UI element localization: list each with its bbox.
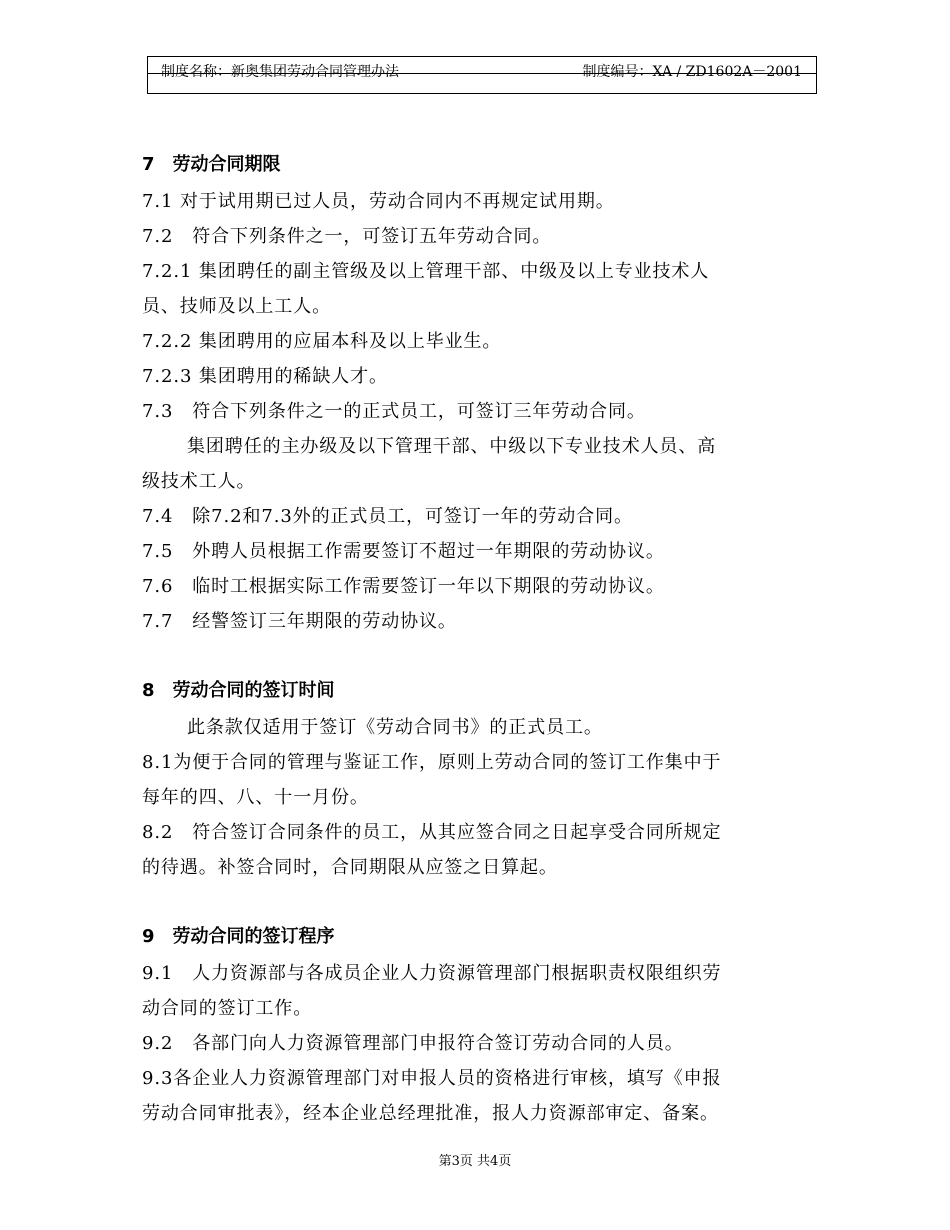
section-heading: 8 劳动合同的签订时间 (142, 680, 335, 701)
paragraph-line: 劳动合同审批表》，经本企业总经理批准，报人力资源部审定、备案。 (142, 1103, 719, 1124)
paragraph-line: 级技术工人。 (142, 471, 256, 492)
section-heading: 7 劳动合同期限 (142, 154, 281, 175)
paragraph-line: 7.2.2 集团聘用的应届本科及以上毕业生。 (142, 331, 502, 352)
paragraph-line: 员、技师及以上工人。 (142, 296, 331, 317)
paragraph-line: 8.1为便于合同的管理与鉴证工作，原则上劳动合同的签订工作集中于 (142, 752, 722, 773)
section-7-contract-term (142, 146, 814, 639)
section-8-signing-time (142, 672, 814, 885)
paragraph-line: 此条款仅适用于签订《劳动合同书》的正式员工。 (187, 717, 603, 738)
paragraph-line: 7.2.1 集团聘任的副主管级及以上管理干部、中级及以上专业技术人 (142, 261, 710, 282)
paragraph-line: 8.2 符合签订合同条件的员工，从其应签合同之日起享受合同所规定 (142, 822, 722, 843)
paragraph-line: 7.7 经警签订三年期限的劳动协议。 (142, 611, 457, 632)
section-9-signing-procedure (142, 918, 814, 1131)
paragraph-line: 7.5 外聘人员根据工作需要签订不超过一年期限的劳动协议。 (142, 541, 665, 562)
paragraph-line: 7.2.3 集团聘用的稀缺人才。 (142, 366, 388, 387)
paragraph-line: 7.2 符合下列条件之一，可签订五年劳动合同。 (142, 226, 552, 247)
regulation-name: 制度名称：新奥集团劳动合同管理办法 (161, 64, 399, 80)
paragraph-line: 集团聘任的主办级及以下管理干部、中级以下专业技术人员、高 (187, 436, 717, 457)
paragraph-line: 7.4 除7.2和7.3外的正式员工，可签订一年的劳动合同。 (142, 506, 633, 527)
document-header (147, 56, 817, 94)
regulation-number: 制度编号：XA / ZD1602A－2001 (582, 64, 802, 80)
paragraph-line: 9.2 各部门向人力资源管理部门申报符合签订劳动合同的人员。 (142, 1033, 684, 1054)
page-number: 第3页 共4页 (438, 1154, 512, 1169)
paragraph-line: 7.1 对于试用期已过人员，劳动合同内不再规定试用期。 (142, 191, 615, 212)
paragraph-line: 9.3各企业人力资源管理部门对申报人员的资格进行审核，填写《申报 (142, 1068, 722, 1089)
section-heading: 9 劳动合同的签订程序 (142, 926, 335, 947)
paragraph-line: 9.1 人力资源部与各成员企业人力资源管理部门根据职责权限组织劳 (142, 963, 722, 984)
paragraph-line: 动合同的签订工作。 (142, 998, 313, 1019)
paragraph-line: 7.6 临时工根据实际工作需要签订一年以下期限的劳动协议。 (142, 576, 665, 597)
paragraph-line: 7.3 符合下列条件之一的正式员工，可签订三年劳动合同。 (142, 401, 646, 422)
paragraph-line: 每年的四、八、十一月份。 (142, 787, 369, 808)
paragraph-line: 的待遇。补签合同时，合同期限从应签之日算起。 (142, 857, 558, 878)
document-body (142, 146, 814, 1131)
